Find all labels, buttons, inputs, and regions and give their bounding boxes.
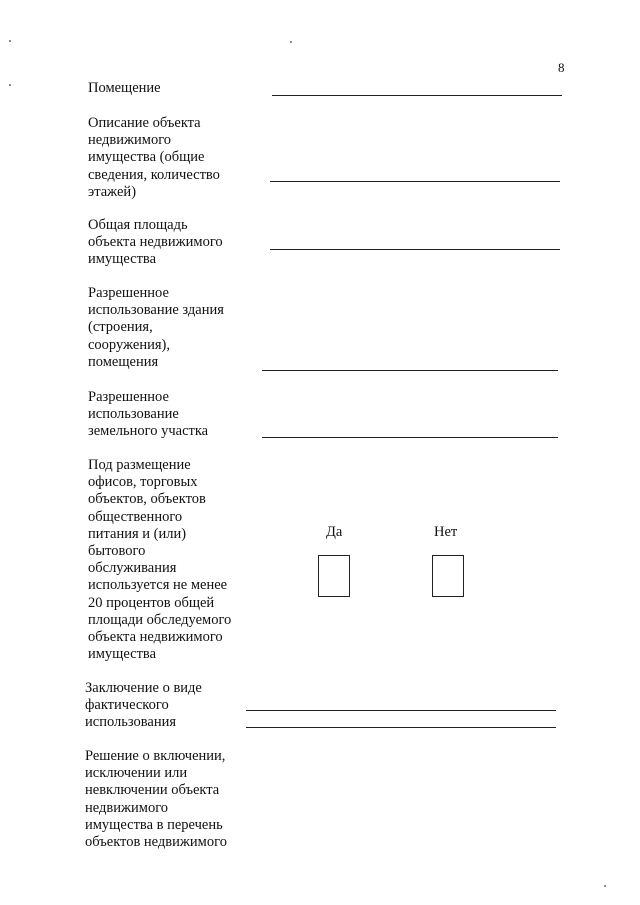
decision-label: Решение о включении, исключении или невключении объекта недвижимого имущества в перечень объектов недвижимого <box>85 748 227 851</box>
premises-input-line[interactable] <box>272 95 562 96</box>
usage-question-label: Под размещение офисов, торговых объектов, объектов общественного питания и (или) бытового обслуживания используется не менее 20 процентов общей площади обследуемого объекта недвижимого имущества <box>88 457 232 663</box>
conclusion-label: Заключение о виде фактического использования <box>85 680 202 731</box>
scan-speck <box>290 41 292 43</box>
page-number: 8 <box>558 60 565 75</box>
permitted-use-land-label: Разрешенное использование земельного участка <box>88 389 209 440</box>
conclusion-input-line-1[interactable] <box>246 710 556 711</box>
scan-speck <box>604 885 606 887</box>
no-option-label: Нет <box>434 524 458 540</box>
yes-checkbox[interactable] <box>318 555 350 597</box>
object-description-input-line[interactable] <box>270 181 560 182</box>
conclusion-input-line-2[interactable] <box>246 727 556 728</box>
total-area-input-line[interactable] <box>270 249 560 250</box>
permitted-use-building-input-line[interactable] <box>262 370 558 371</box>
object-description-label: Описание объекта недвижимого имущества (общие сведения, количество этажей) <box>88 115 220 200</box>
yes-option-label: Да <box>326 524 343 540</box>
permitted-use-building-label: Разрешенное использование здания (строения, сооружения), помещения <box>88 285 224 370</box>
total-area-label: Общая площадь объекта недвижимого имущества <box>88 217 223 268</box>
scan-speck <box>9 40 11 42</box>
no-checkbox[interactable] <box>432 555 464 597</box>
premises-label: Помещение <box>88 80 161 96</box>
permitted-use-land-input-line[interactable] <box>262 437 558 438</box>
scan-speck <box>9 84 11 86</box>
